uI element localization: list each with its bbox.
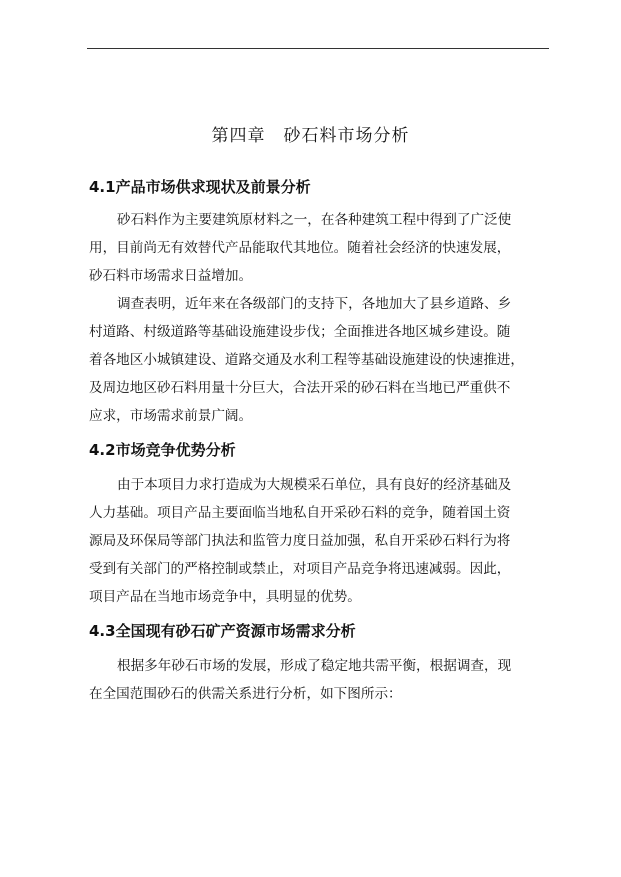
paragraph-line: 村道路、村级道路等基础设施建设步伐；全面推进各地区城乡建设。随 <box>89 324 511 340</box>
paragraph-line: 受到有关部门的严格控制或禁止，对项目产品竞争将迅速减弱。因此， <box>89 561 511 577</box>
section-heading-4-2: 4.2市场竞争优势分析 <box>89 441 236 459</box>
paragraph-line: 砂石料作为主要建筑原材料之一，在各种建筑工程中得到了广泛使 <box>117 212 512 228</box>
paragraph-line: 用，目前尚无有效替代产品能取代其地位。随着社会经济的快速发展， <box>89 240 511 256</box>
paragraph-line: 源局及环保局等部门执法和监管力度日益加强，私自开采砂石料行为将 <box>89 533 511 549</box>
section-heading-4-3: 4.3全国现有砂石矿产资源市场需求分析 <box>89 622 356 640</box>
paragraph-line: 及周边地区砂石料用量十分巨大，合法开采的砂石料在当地已严重供不 <box>89 380 511 396</box>
paragraph-line: 由于本项目力求打造成为大规模采石单位，具有良好的经济基础及 <box>117 477 512 493</box>
header-rule <box>87 48 549 49</box>
paragraph-line: 砂石料市场需求日益增加。 <box>89 268 253 284</box>
paragraph-line: 着各地区小城镇建设、道路交通及水利工程等基础设施建设的快速推进， <box>89 352 524 368</box>
paragraph-line: 项目产品在当地市场竞争中，具明显的优势。 <box>89 589 361 605</box>
section-heading-4-1: 4.1产品市场供求现状及前景分析 <box>89 178 311 196</box>
paragraph-line: 应求，市场需求前景广阔。 <box>89 408 253 424</box>
paragraph-line: 调查表明，近年来在各级部门的支持下，各地加大了县乡道路、乡 <box>117 296 512 312</box>
paragraph-line: 根据多年砂石市场的发展，形成了稳定地共需平衡，根据调查，现 <box>117 658 512 674</box>
paragraph-line: 在全国范围砂石的供需关系进行分析，如下图所示： <box>89 686 402 702</box>
chapter-title: 第四章 砂石料市场分析 <box>211 126 410 146</box>
paragraph-line: 人力基础。项目产品主要面临当地私自开采砂石料的竞争，随着国土资 <box>89 505 511 521</box>
